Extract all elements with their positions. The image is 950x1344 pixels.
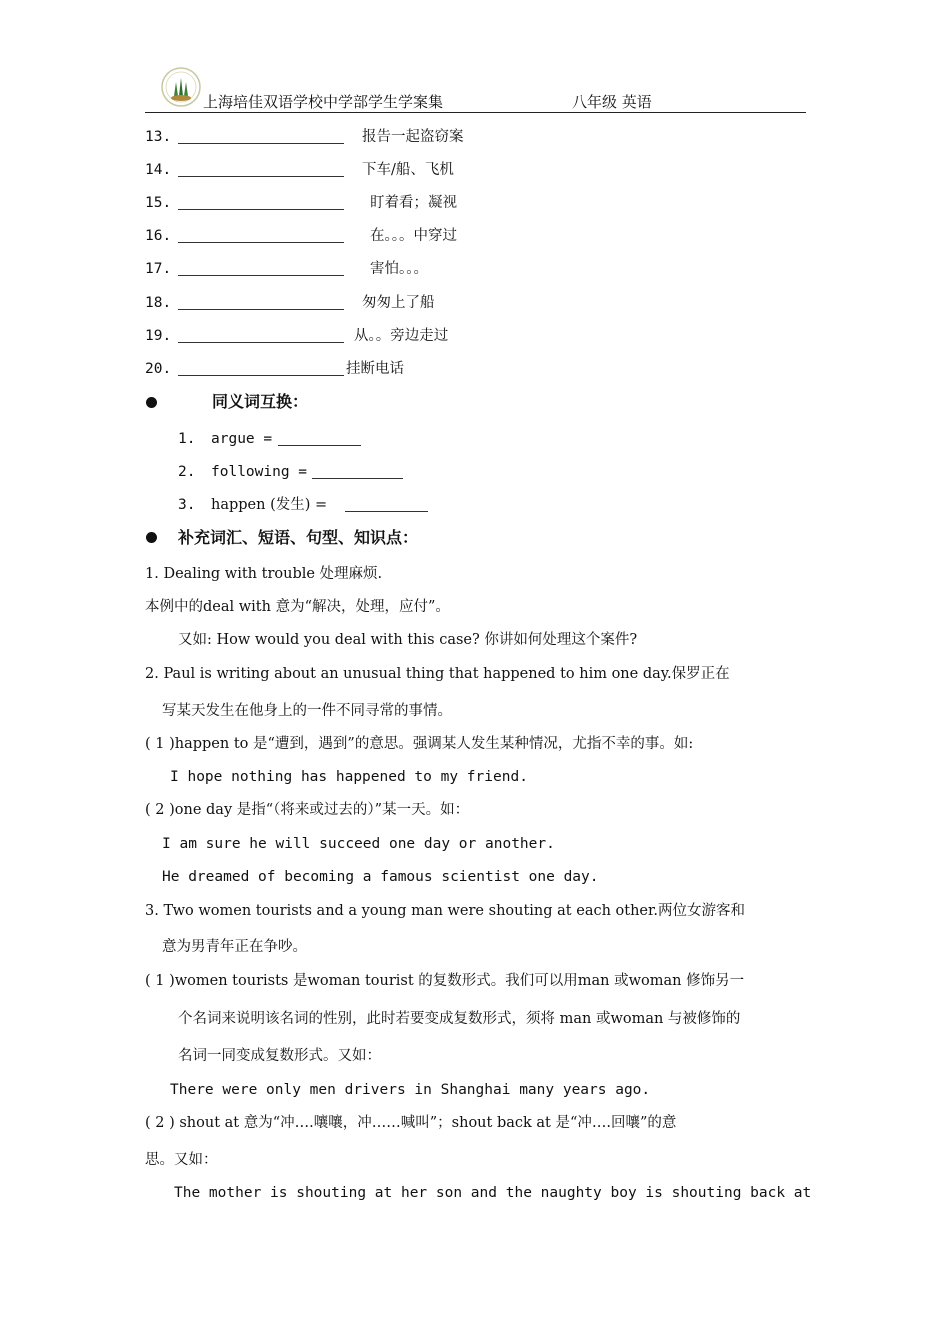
note-line: I am sure he will succeed one day or another. (162, 836, 555, 852)
header-grade-subject: 八年级 英语 (572, 93, 652, 111)
note-line: 意为男青年正在争吵。 (162, 939, 307, 955)
phrase-blank[interactable] (178, 361, 344, 376)
note-line: ( 2 ) shout at 意为“冲….嚷嚷，冲……喊叫”；shout back at 是“冲….回嚷”的意 (145, 1115, 677, 1131)
note-line: 3. Two women tourists and a young man were shouting at each other.两位女游客和 (145, 903, 745, 919)
phrase-meaning: 在。。。中穿过 (370, 228, 457, 244)
bullet-icon (146, 397, 157, 408)
phrase-meaning: 挂断电话 (346, 361, 404, 377)
phrase-meaning: 报告一起盗窃案 (362, 129, 464, 145)
note-line: 名词一同变成复数形式。又如： (178, 1048, 381, 1064)
phrase-meaning: 盯着看；凝视 (370, 195, 457, 211)
phrase-blank[interactable] (178, 162, 344, 177)
bullet-icon (146, 532, 157, 543)
synonym-blank[interactable] (312, 464, 403, 479)
note-line: 本例中的deal with 意为“解决，处理，应付”。 (145, 599, 450, 615)
note-line: There were only men drivers in Shanghai many years ago. (170, 1082, 651, 1098)
synonym-blank[interactable] (345, 497, 428, 512)
note-line: ( 1 )happen to 是“遭到，遇到”的意思。强调某人发生某种情况，尤指不幸的事。如: (145, 736, 694, 752)
phrase-blank[interactable] (178, 129, 344, 144)
header-school: 上海培佳双语学校中学部学生学案集 (203, 93, 444, 111)
synonym-text: argue = (211, 431, 273, 447)
phrase-num: 15. (145, 195, 172, 211)
synonym-num: 3. (178, 497, 196, 513)
phrase-num: 16. (145, 228, 172, 244)
phrase-num: 13. (145, 129, 172, 145)
phrase-num: 17. (145, 261, 172, 277)
note-line: 1. Dealing with trouble 处理麻烦. (145, 566, 383, 582)
note-line: 思。又如： (145, 1152, 218, 1168)
notes-title: 补充词汇、短语、句型、知识点： (178, 528, 419, 547)
synonym-text: following = (211, 464, 308, 480)
note-line: ( 2 )one day 是指“（将来或过去的）”某一天。如： (145, 802, 470, 818)
phrase-blank[interactable] (178, 295, 344, 310)
phrase-blank[interactable] (178, 228, 344, 243)
phrase-num: 20. (145, 361, 172, 377)
phrase-meaning: 匆匆上了船 (362, 295, 435, 311)
phrase-meaning: 从。。旁边走过 (354, 328, 449, 344)
phrase-num: 19. (145, 328, 172, 344)
phrase-meaning: 害怕。。。 (370, 261, 428, 277)
note-line: 写某天发生在他身上的一件不同寻常的事情。 (162, 703, 452, 719)
note-line: The mother is shouting at her son and the naughty boy is shouting back at (174, 1185, 812, 1201)
note-line: 2. Paul is writing about an unusual thing that happened to him one day.保罗正在 (145, 666, 730, 682)
synonym-text: happen (发生) = (211, 497, 328, 513)
phrase-blank[interactable] (178, 328, 344, 343)
phrase-blank[interactable] (178, 195, 344, 210)
synonyms-title: 同义词互换： (212, 392, 309, 411)
note-line: I hope nothing has happened to my friend. (170, 769, 528, 785)
phrase-num: 14. (145, 162, 172, 178)
phrase-meaning: 下车/船、飞机 (362, 162, 454, 178)
note-line: ( 1 )women tourists 是woman tourist 的复数形式。我们可以用man 或woman 修饰另一 (145, 973, 745, 989)
synonym-num: 1. (178, 431, 196, 447)
note-line: 又如: How would you deal with this case? 你讲如何处理这个案件? (178, 632, 638, 648)
synonym-num: 2. (178, 464, 196, 480)
phrase-blank[interactable] (178, 261, 344, 276)
note-line: 个名词来说明该名词的性别，此时若要变成复数形式，须将 man 或woman 与被修饰的 (178, 1011, 741, 1027)
note-line: He dreamed of becoming a famous scientist one day. (162, 869, 599, 885)
phrase-num: 18. (145, 295, 172, 311)
synonym-blank[interactable] (278, 431, 361, 446)
